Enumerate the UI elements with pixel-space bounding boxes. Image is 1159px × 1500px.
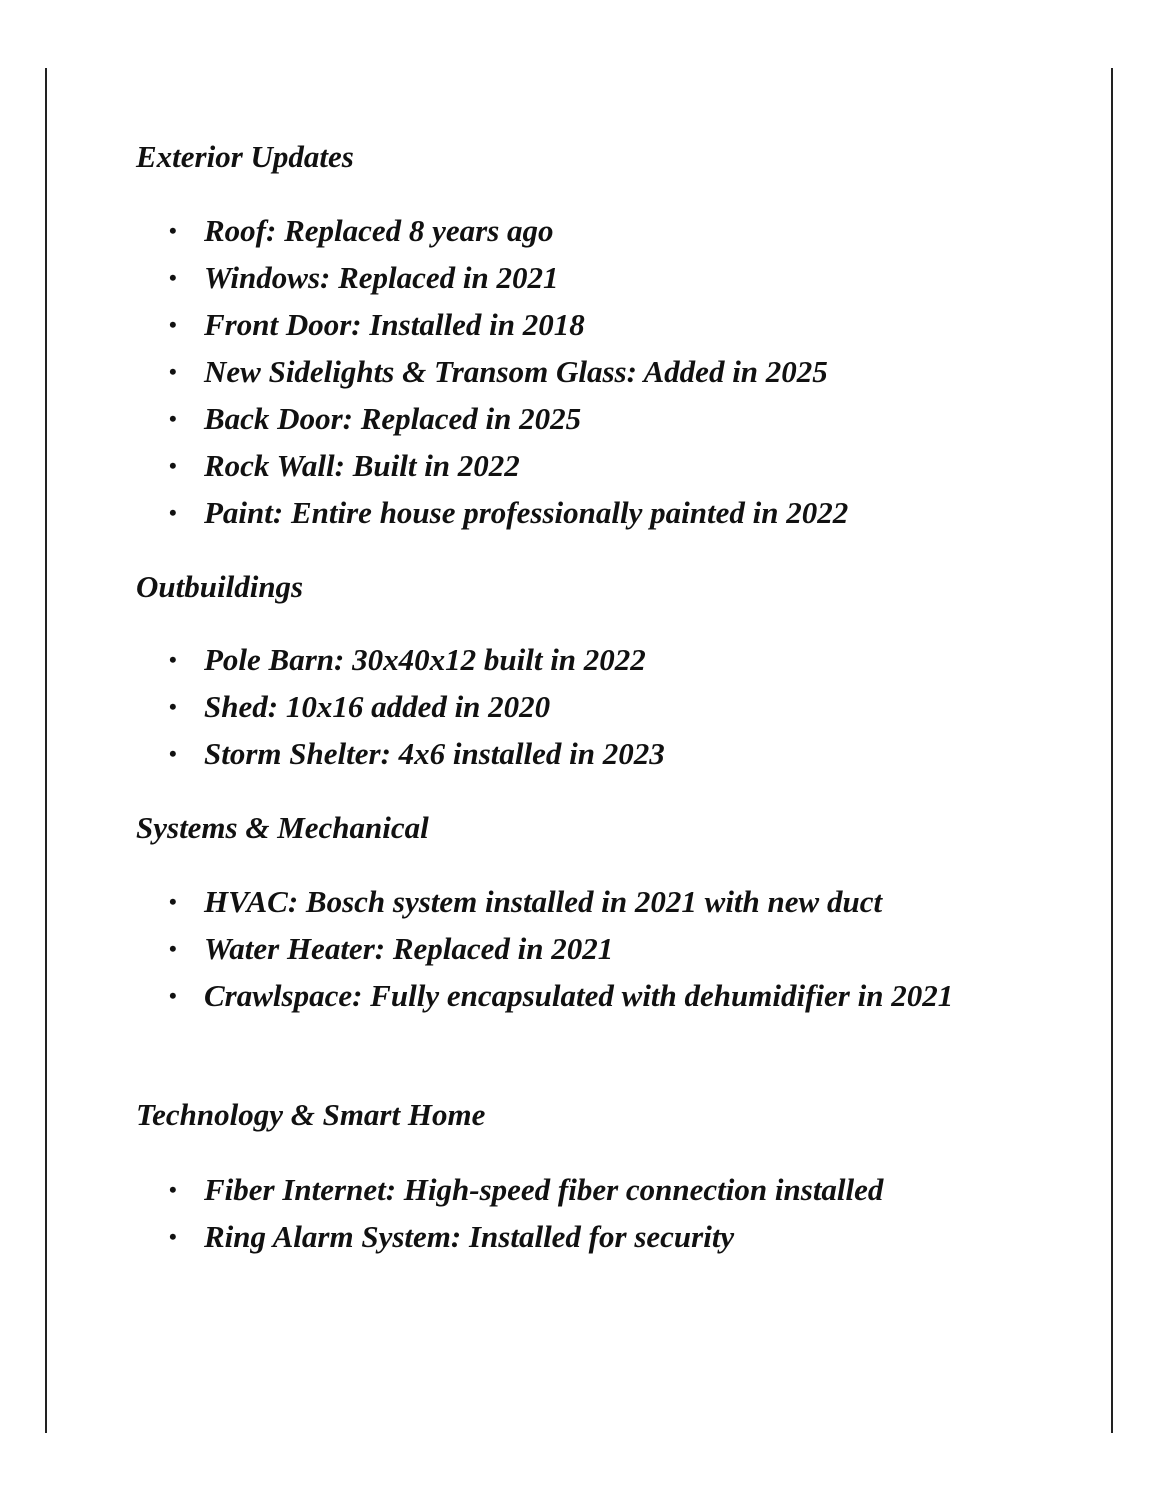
- section-heading-systems-mechanical: Systems & Mechanical: [136, 810, 429, 845]
- list-item: [136, 1213, 883, 1260]
- list-systems-mechanical: [136, 878, 964, 1019]
- list-item-text: Back Door: Replaced in 2025: [204, 401, 582, 436]
- list-item-text: Roof: Replaced 8 years ago: [204, 213, 554, 248]
- list-item: [136, 1166, 883, 1213]
- list-technology-smart-home: [136, 1166, 883, 1260]
- list-item: [136, 878, 964, 925]
- bullet-icon: •: [169, 359, 177, 384]
- list-item: [136, 925, 964, 972]
- list-item-text: Paint: Entire house professionally painted in 2022: [204, 495, 849, 530]
- list-item: [136, 683, 665, 730]
- list-item-text: HVAC: Bosch system installed in 2021 with new duct: [204, 884, 883, 919]
- bullet-icon: •: [169, 1177, 177, 1202]
- bullet-icon: •: [169, 406, 177, 431]
- list-item-text: Crawlspace: Fully encapsulated with dehumidifier in 2021: [204, 978, 954, 1013]
- list-item-text: Pole Barn: 30x40x12 built in 2022: [204, 642, 646, 677]
- list-item-text: Shed: 10x16 added in 2020: [204, 689, 551, 724]
- list-outbuildings: [136, 636, 665, 777]
- section-heading-outbuildings: Outbuildings: [136, 569, 304, 604]
- left-margin-rule: [45, 68, 47, 1433]
- list-item: [136, 395, 848, 442]
- bullet-icon: •: [169, 889, 177, 914]
- list-item: [136, 636, 665, 683]
- bullet-icon: •: [169, 312, 177, 337]
- bullet-icon: •: [169, 936, 177, 961]
- list-item: [136, 348, 848, 395]
- section-heading-technology-smart-home: Technology & Smart Home: [136, 1097, 486, 1132]
- bullet-icon: •: [169, 500, 177, 525]
- list-exterior-updates: [136, 207, 848, 536]
- list-item: [136, 972, 964, 1019]
- list-item: [136, 730, 665, 777]
- list-item: [136, 442, 848, 489]
- bullet-icon: •: [169, 265, 177, 290]
- list-item: [136, 254, 848, 301]
- list-item: [136, 301, 848, 348]
- list-item-text: Fiber Internet: High-speed fiber connection installed: [204, 1172, 884, 1207]
- list-item-text: Ring Alarm System: Installed for security: [204, 1219, 735, 1254]
- bullet-icon: •: [169, 218, 177, 243]
- bullet-icon: •: [169, 647, 177, 672]
- list-item-text: New Sidelights & Transom Glass: Added in 2025: [204, 354, 828, 389]
- bullet-icon: •: [169, 453, 177, 478]
- bullet-icon: •: [169, 983, 177, 1008]
- list-item: [136, 489, 848, 536]
- bullet-icon: •: [169, 694, 177, 719]
- section-heading-exterior-updates: Exterior Updates: [136, 139, 354, 174]
- bullet-icon: •: [169, 1224, 177, 1249]
- list-item-text: Water Heater: Replaced in 2021: [204, 931, 614, 966]
- list-item-text: Storm Shelter: 4x6 installed in 2023: [204, 736, 665, 771]
- list-item-text: Windows: Replaced in 2021: [204, 260, 559, 295]
- list-item-text: Rock Wall: Built in 2022: [204, 448, 520, 483]
- list-item-text: Front Door: Installed in 2018: [204, 307, 585, 342]
- right-margin-rule: [1111, 68, 1113, 1433]
- list-item: [136, 207, 848, 254]
- bullet-icon: •: [169, 741, 177, 766]
